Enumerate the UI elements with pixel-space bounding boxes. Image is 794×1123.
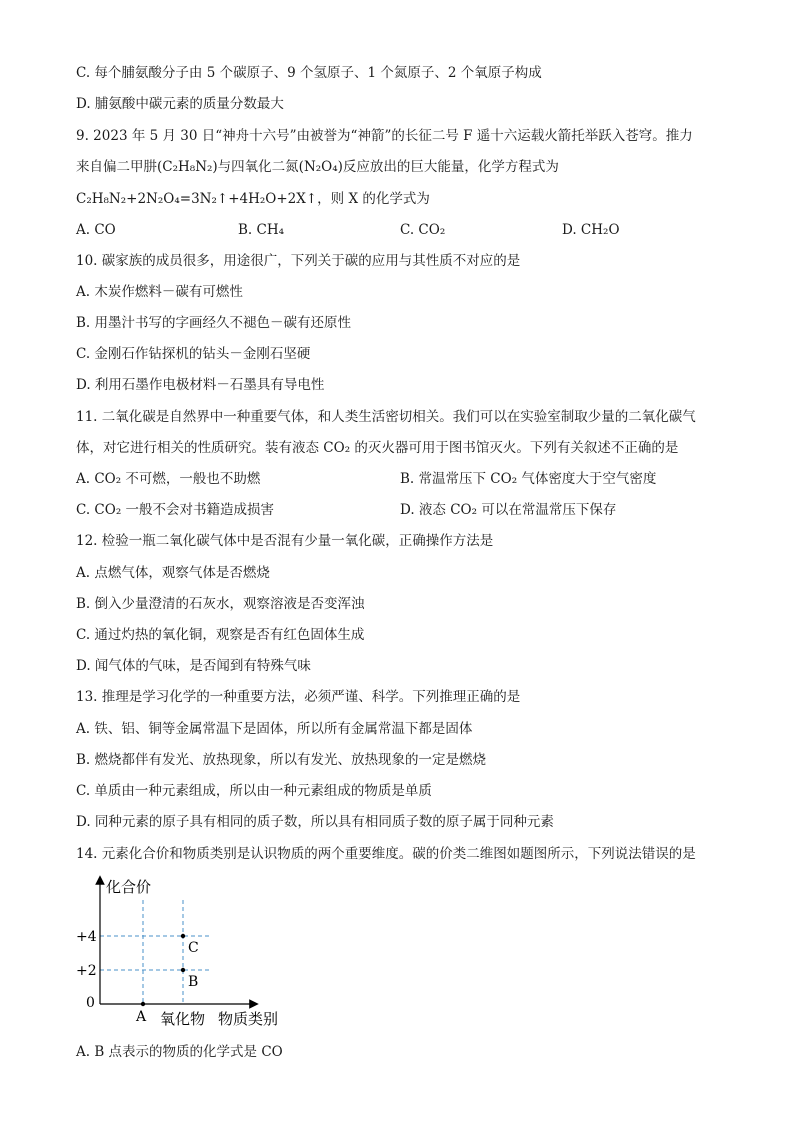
q13-stem: 13. 推理是学习化学的一种重要方法，必须严谨、科学。下列推理正确的是 xyxy=(76,689,521,705)
q8-option-d: D. 脯氨酸中碳元素的质量分数最大 xyxy=(76,96,284,112)
q9-option-a: A. CO xyxy=(76,222,116,238)
x-category-label: 氧化物 xyxy=(160,1010,206,1028)
q11-option-a: A. CO₂ 不可燃，一般也不助燃 xyxy=(76,471,261,487)
y-tick-plus4: +4 xyxy=(76,929,97,945)
q11-stem-line2: 体，对它进行相关的性质研究。装有液态 CO₂ 的灭火器可用于图书馆灭火。下列有关叙述不正确的是 xyxy=(76,440,679,456)
q9-equation: C₂H₈N₂+2N₂O₄=3N₂↑+4H₂O+2X↑，则 X 的化学式为 xyxy=(76,191,430,207)
q14-option-a: A. B 点表示的物质的化学式是 CO xyxy=(76,1044,283,1060)
q11-option-c: C. CO₂ 一般不会对书籍造成损害 xyxy=(76,502,275,518)
q9-option-c: C. CO₂ xyxy=(400,222,446,238)
q13-option-a: A. 铁、铝、铜等金属常温下是固体，所以所有金属常温下都是固体 xyxy=(76,721,473,737)
point-c xyxy=(181,934,185,938)
point-c-label: C xyxy=(188,940,199,956)
q10-option-d: D. 利用石墨作电极材料－石墨具有导电性 xyxy=(76,377,325,393)
point-b xyxy=(181,968,185,972)
x-axis-label: 物质类别 xyxy=(218,1010,279,1028)
q11-option-b: B. 常温常压下 CO₂ 气体密度大于空气密度 xyxy=(400,471,657,487)
q13-option-d: D. 同种元素的原子具有相同的质子数，所以具有相同质子数的原子属于同种元素 xyxy=(76,814,554,830)
q11-stem-line1: 11. 二氧化碳是自然界中一种重要气体，和人类生活密切相关。我们可以在实验室制取少量的二氧化碳气 xyxy=(76,409,696,425)
q12-option-b: B. 倒入少量澄清的石灰水，观察溶液是否变浑浊 xyxy=(76,596,365,612)
q13-option-c: C. 单质由一种元素组成，所以由一种元素组成的物质是单质 xyxy=(76,783,432,799)
q9-stem-line2: 来自偏二甲肼(C₂H₈N₂)与四氧化二氮(N₂O₄)反应放出的巨大能量，化学方程式为 xyxy=(76,159,559,175)
q12-stem: 12. 检验一瓶二氧化碳气体中是否混有少量一氧化碳，正确操作方法是 xyxy=(76,533,494,549)
q10-option-b: B. 用墨汁书写的字画经久不褪色－碳有还原性 xyxy=(76,315,352,331)
point-b-label: B xyxy=(188,974,199,990)
point-a-label: A xyxy=(136,1009,147,1025)
q12-option-d: D. 闻气体的气味，是否闻到有特殊气味 xyxy=(76,658,311,674)
q13-option-b: B. 燃烧都伴有发光、放热现象，所以有发光、放热现象的一定是燃烧 xyxy=(76,752,487,768)
q8-option-c: C. 每个脯氨酸分子由 5 个碳原子、9 个氢原子、1 个氮原子、2 个氧原子构成 xyxy=(76,65,542,81)
q10-option-a: A. 木炭作燃料－碳有可燃性 xyxy=(76,284,243,300)
q10-option-c: C. 金刚石作钻探机的钻头－金刚石坚硬 xyxy=(76,346,311,362)
valence-category-diagram xyxy=(72,872,302,1032)
y-axis-label: 化合价 xyxy=(106,878,152,896)
y-tick-plus2: +2 xyxy=(76,963,97,979)
q9-option-b: B. CH₄ xyxy=(238,222,285,238)
q10-stem: 10. 碳家族的成员很多，用途很广，下列关于碳的应用与其性质不对应的是 xyxy=(76,253,521,269)
q9-stem-line1: 9. 2023 年 5 月 30 日“神舟十六号”由被誉为“神箭”的长征二号 F 遥十六运载火箭托举跃入苍穹。推力 xyxy=(76,128,693,144)
point-a xyxy=(141,1002,145,1006)
q14-stem: 14. 元素化合价和物质类别是认识物质的两个重要维度。碳的价类二维图如题图所示，下列说法错误的是 xyxy=(76,846,696,862)
q12-option-a: A. 点燃气体，观察气体是否燃烧 xyxy=(76,565,270,581)
y-tick-zero: 0 xyxy=(86,995,95,1011)
q9-option-d: D. CH₂O xyxy=(562,222,620,238)
q11-option-d: D. 液态 CO₂ 可以在常温常压下保存 xyxy=(400,502,617,518)
q12-option-c: C. 通过灼热的氧化铜，观察是否有红色固体生成 xyxy=(76,627,365,643)
